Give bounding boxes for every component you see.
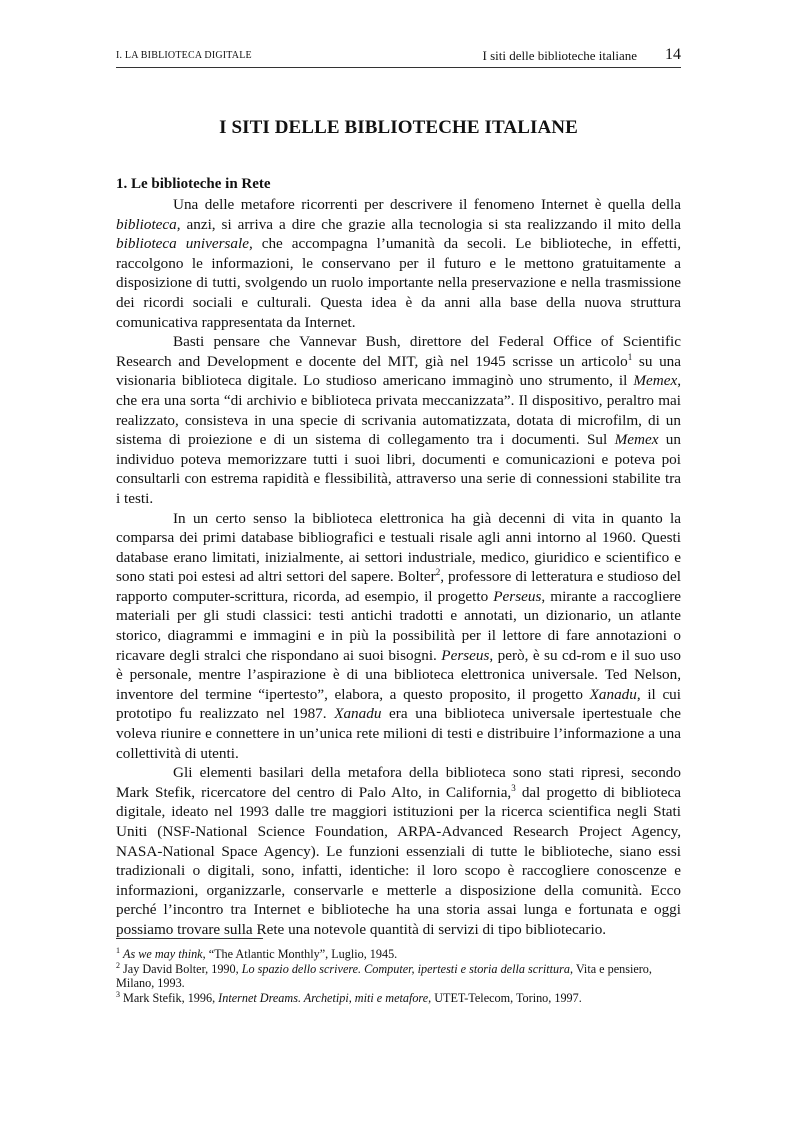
text-run: su una visionaria biblioteca digitale. Lo studioso americano immaginò uno strumento, il [116, 352, 681, 390]
text-run: , che era una sorta “di archivio e biblioteca privata meccanizzata”. Il dispositivo, peraltro mai realizzato, consisteva in una specie di scrivania automatizzata, dotata di microfilm, di un sistema di proiezione e di un sistema di collegamento tra i documenti. Sul [116, 372, 681, 449]
text-run: Gli elementi basilari della metafora della biblioteca sono stati ripresi, secondo Mark Stefik, ricercatore del centro di Palo Alto, in California, [116, 764, 681, 801]
text-run: , mirante a raccogliere materiali per gli studi classici: testi antichi tradotti e annotati, un dizionario, un atlante storico, diagrammi e immagini e in più la possibilità per il lettore di fare annotazioni o ricavare degli stralci che rispondano ai suoi bisogni. [116, 587, 681, 664]
text-run: un individuo poteva memorizzare tutti i suoi libri, documenti e comunicazioni e poteva poi consultarli con estrema rapidità e flessibilità, attraverso una serie di connessioni stabilite tra i testi. [116, 431, 681, 507]
text-run: , che accompagna l’umanità da secoli. Le biblioteche, in effetti, raccolgono le informazioni, le conservano per il futuro e le mettono gratuitamente a disposizione di tutti, svolgendo un ruolo importante nella preservazione e nella trasmissione dei ricordi sociali e culturali. Questa idea è da anni alla base della nuova struttura comunicativa rappresentata da Internet. [116, 235, 682, 331]
header-section: I siti delle biblioteche italiane [482, 48, 637, 63]
italic-run: biblioteca [116, 215, 177, 233]
text-run: , “The Atlantic Monthly”, Luglio, 1945. [202, 947, 398, 961]
footnote-ref[interactable]: 1 [627, 351, 633, 362]
text-run: Jay David Bolter, 1990, [120, 961, 242, 976]
italic-run: Perseus [493, 587, 542, 605]
paragraph-2 [116, 332, 681, 508]
running-header [116, 47, 681, 67]
text-run: era una biblioteca universale ipertestuale che voleva riunire e connettere in un’unica rete milioni di testi e distribuire l’informazione a una collettività di utenti. [116, 705, 681, 762]
text-run: In un certo senso la biblioteca elettronica ha già decenni di vita in quanto la comparsa dei primi database bibliografici e testuali risale agli anni intorno al 1960. Questi database erano limitati, inizialmente, ai settori industriale, medico, giuridico e scientifico e sono stati poi estesi ad altri settori del sapere. Bolter [116, 509, 681, 586]
italic-run: Memex [633, 372, 678, 390]
text-run: , il cui prototipo fu realizzato nel 1987. [116, 685, 681, 723]
italic-run: Xanadu [334, 705, 382, 723]
section-heading: 1. Le biblioteche in Rete [116, 176, 271, 192]
text-run: , anzi, si arriva a dire che grazie alla tecnologia si sta realizzando il mito della [176, 215, 681, 233]
page-title: I SITI DELLE BIBLIOTECHE ITALIANE [219, 117, 578, 138]
paragraph-1 [116, 195, 681, 332]
text-run: , però, è su cd-rom e il suo uso è personale, mentre l’aspirazione è di una biblioteca elettronica universale. Ted Nelson, inventore del termine “ipertesto”, elabora, a questo proposito, il progetto [116, 646, 682, 703]
text-run: Una delle metafore ricorrenti per descrivere il fenomeno Internet è quella della [173, 196, 681, 213]
text-run: dal progetto di biblioteca digitale, ideato nel 1993 dalle tre maggiori istituzioni per la ricerca scientifica negli Stati Uniti (NSF-National Science Foundation, ARPA-Advanced Research Project Agency, NASA-National Space Agency). Le funzioni essenziali di tutte le biblioteche, siano essi tradizionali o digitali, sono, infatti, identiche: il loro scopo è raccogliere conoscenze e informazioni, organizzarle, conservarle e metterle a disposizione della comunità. Ecco perché l’incontro tra Internet e biblioteche ha una storia assai lunga e fortunata e oggi possiamo trovare sulla Rete una notevole quantità di servizi di tipo bibliotecario. [116, 783, 681, 938]
footnote-3 [116, 991, 681, 1006]
text-run: , professore di letteratura e studioso del rapporto computer-scrittura, ricorda, ad esempio, il progetto [116, 568, 681, 605]
text-run: Mark Stefik, 1996, [120, 990, 219, 1005]
page-number: 14 [665, 46, 681, 63]
paragraph-4 [116, 763, 681, 939]
body-text [116, 195, 681, 940]
footnote-ref[interactable]: 3 [511, 782, 516, 793]
italic-run: As we may think [123, 947, 203, 961]
text-run: , Vita e pensiero, Milano, 1993. [116, 961, 652, 991]
italic-run: Internet Dreams. Archetipi, miti e metafore [218, 990, 429, 1005]
italic-run: biblioteca universale [116, 235, 249, 253]
footnote-1 [116, 947, 681, 962]
header-chapter: I. LA BIBLIOTECA DIGITALE [116, 50, 252, 61]
italic-run: Lo spazio dello scrivere. Computer, ipertesti e storia della scrittura [241, 961, 570, 976]
footnote-divider [116, 938, 263, 939]
footnote-number: 2 [116, 960, 120, 970]
italic-run: Memex [614, 431, 659, 449]
footnote-ref[interactable]: 2 [435, 567, 441, 578]
header-divider [116, 67, 681, 68]
paragraph-3 [116, 509, 681, 764]
text-run: , UTET-Telecom, Torino, 1997. [428, 990, 582, 1005]
italic-run: Xanadu [589, 685, 637, 703]
footnote-number: 1 [116, 945, 120, 955]
text-run: Basti pensare che Vannevar Bush, direttore del Federal Office of Scientific Research and Development e docente del MIT, già nel 1945 scrisse un articolo [116, 333, 681, 370]
footnotes [116, 947, 681, 1005]
footnote-number: 3 [116, 989, 120, 999]
footnote-2 [116, 962, 681, 991]
italic-run: Perseus [441, 646, 490, 664]
